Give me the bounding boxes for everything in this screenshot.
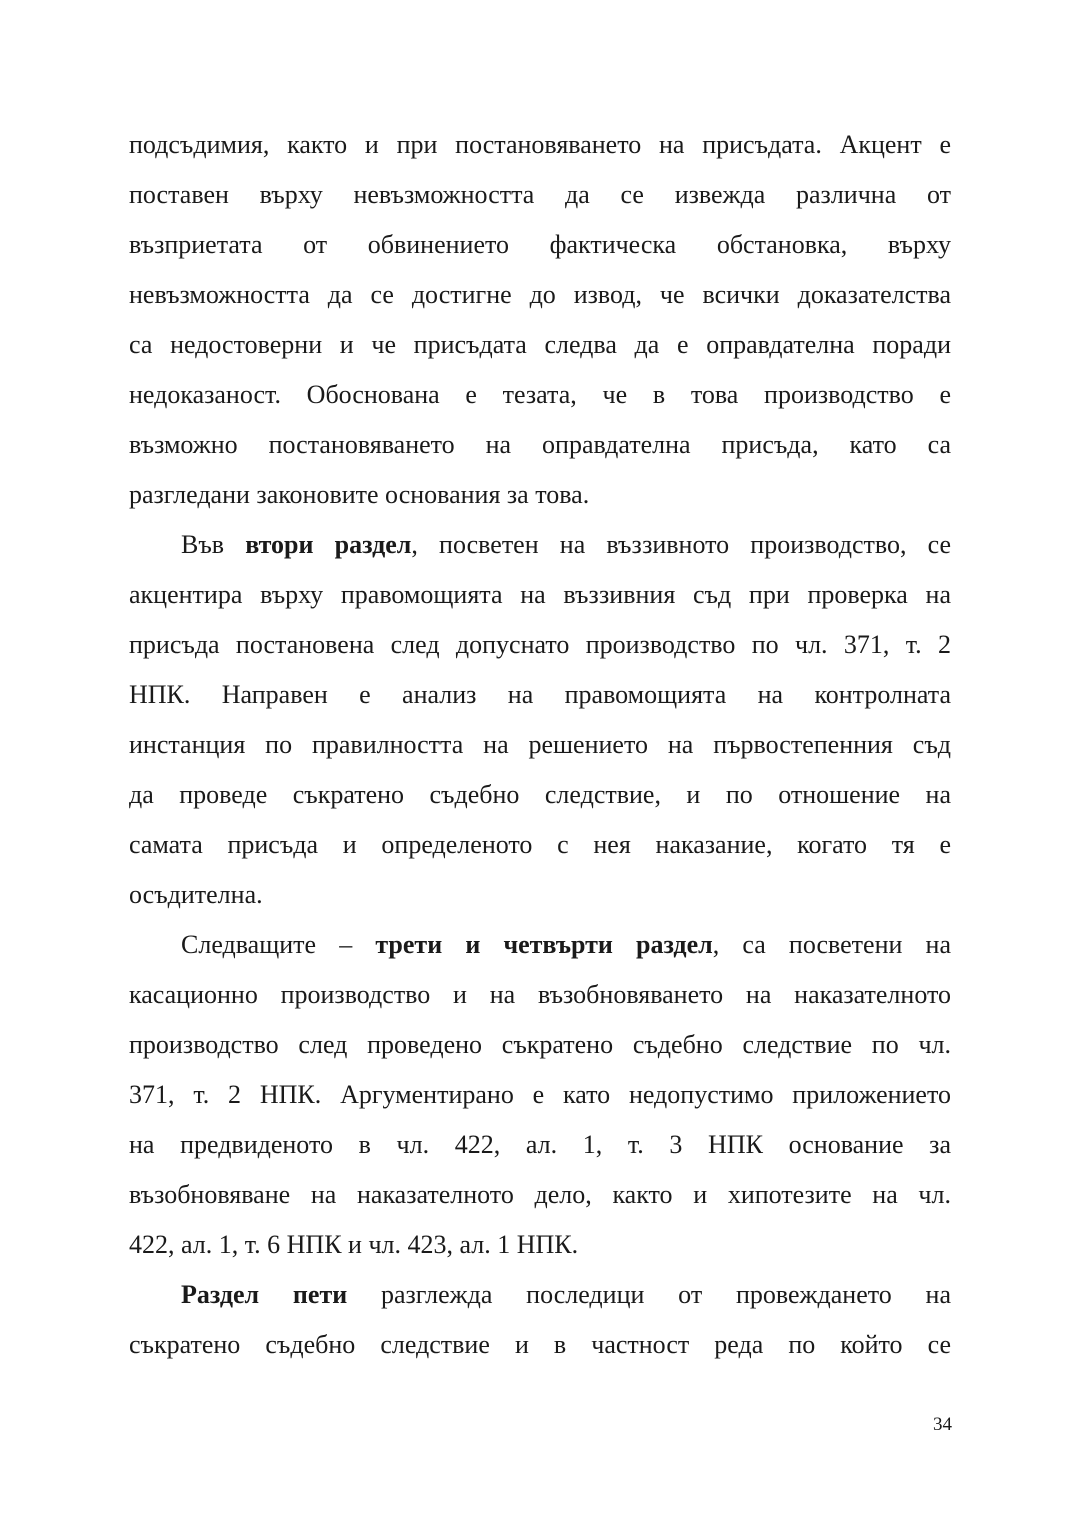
paragraph-2 <box>129 520 951 920</box>
text-line: подсъдимия, както и при постановяването на присъдата. Акцент е <box>129 130 951 159</box>
text-line: съкратено съдебно следствие и в частност реда по който се <box>129 1330 951 1359</box>
bold-term-second-section: втори раздел <box>245 530 412 559</box>
paragraph-4 <box>129 1270 951 1370</box>
text-line: самата присъда и определеното с нея наказание, когато тя е <box>129 830 951 859</box>
text-line <box>129 1270 951 1320</box>
text-line: акцентира върху правомощията на въззивния съд при проверка на <box>129 580 951 609</box>
text-run: Следващите – <box>181 930 376 959</box>
text-line: НПК. Направен е анализ на правомощията на контролната <box>129 680 951 709</box>
text-line: поставен върху невъзможността да се извежда различна от <box>129 180 951 209</box>
text-run: , посветен на въззивното производство, се <box>411 530 952 559</box>
text-run: , са посветени на <box>712 930 951 959</box>
paragraph-3 <box>129 920 951 1270</box>
text-line: невъзможността да се достигне до извод, че всички доказателства <box>129 280 951 309</box>
text-line: на предвиденото в чл. 422, ал. 1, т. 3 НПК основание за <box>129 1130 951 1159</box>
text-run: разглежда последици от провеждането на <box>347 1280 951 1309</box>
bold-term-third-fourth-section: трети и четвърти раздел <box>375 930 713 959</box>
text-line: производство след проведено съкратено съдебно следствие по чл. <box>129 1030 951 1059</box>
document-body <box>129 120 951 1370</box>
text-line: инстанция по правилността на решението на първостепенния съд <box>129 730 951 759</box>
text-line: недоказаност. Обоснована е тезата, че в това производство е <box>129 380 951 409</box>
text-line <box>129 920 951 970</box>
text-line: възобновяване на наказателното дело, както и хипотезите на чл. <box>129 1180 951 1209</box>
text-line: осъдителна. <box>129 880 263 909</box>
page-number: 34 <box>933 1414 952 1435</box>
text-line: 371, т. 2 НПК. Аргументирано е като недопустимо приложението <box>129 1080 951 1109</box>
paragraph-1 <box>129 120 951 520</box>
text-run: Във <box>181 530 246 559</box>
text-line <box>129 520 951 570</box>
text-line: възприетата от обвинението фактическа обстановка, върху <box>129 230 951 259</box>
bold-term-fifth-section: Раздел пети <box>181 1280 348 1309</box>
text-line: възможно постановяването на оправдателна присъда, като са <box>129 430 951 459</box>
text-line: разгледани законовите основания за това. <box>129 480 590 509</box>
text-line: касационно производство и на възобновяването на наказателното <box>129 980 951 1009</box>
text-line: присъда постановена след допуснато производство по чл. 371, т. 2 <box>129 630 951 659</box>
text-line: 422, ал. 1, т. 6 НПК и чл. 423, ал. 1 НПК. <box>129 1230 579 1259</box>
text-line: да проведе съкратено съдебно следствие, и по отношение на <box>129 780 951 809</box>
text-line: са недостоверни и че присъдата следва да е оправдателна поради <box>129 330 951 359</box>
